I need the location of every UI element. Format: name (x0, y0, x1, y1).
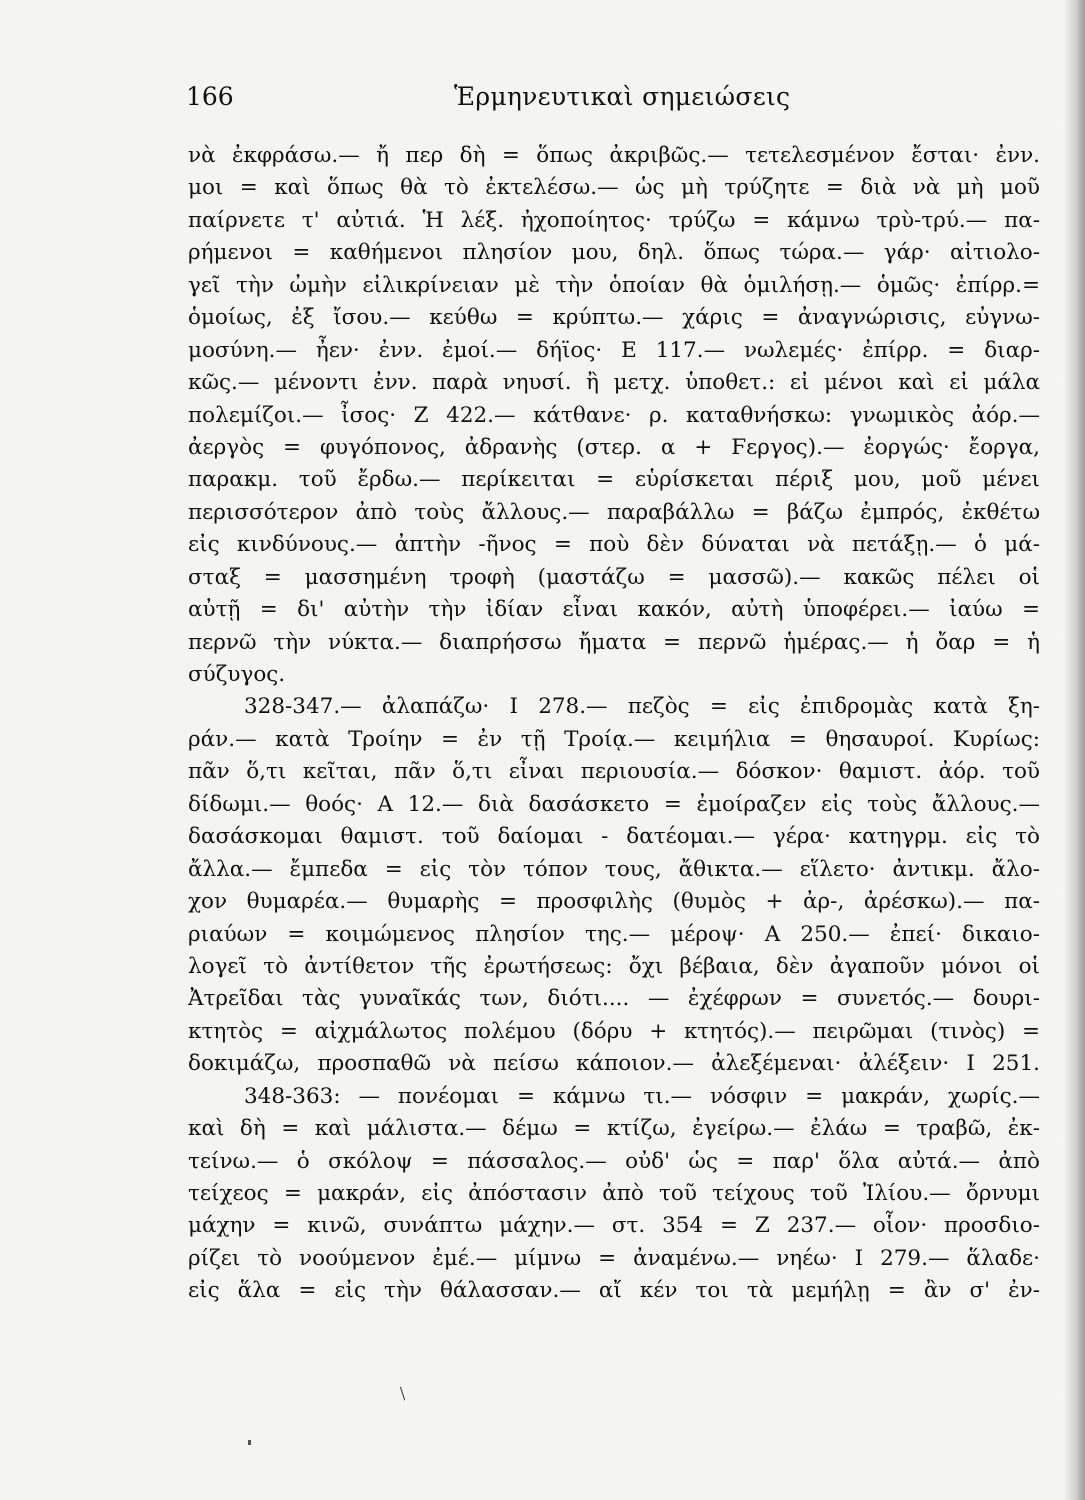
section-start-line: 348-363: — πονέομαι = κάμνω τι.— νόσφιν = μακράν, χωρίς.— (244, 1083, 1040, 1109)
text-line: περνῶ τὴν νύκτα.— διαπρήσσω ἤματα = περνῶ ἡμέρας.— ἡ ὄαρ = ἡ (188, 629, 1040, 655)
text-line: Ἀτρεῖδαι τὰς γυναῖκάς των, διότι.... — ἐχέφρων = συνετός.— δουρι- (188, 986, 1040, 1012)
text-line: ἀεργὸς = φυγόπονος, ἀδρανὴς (στερ. α + Ϝεργος).— ἐοργώς· ἔοργα, (188, 434, 1040, 460)
page-number: 166 (186, 82, 234, 111)
text-line: δίδωμι.— θοός· Α 12.— διὰ δασάσκετο = ἐμοίραζεν εἰς τοὺς ἄλλους.— (188, 791, 1040, 817)
text-line: νὰ ἐκφράσω.— ἤ περ δὴ = ὅπως ἀκριβῶς.— τετελεσμένον ἔσται· ἐνν. (188, 143, 1040, 168)
print-mark (400, 1386, 409, 1401)
text-line: λογεῖ τὸ ἀντίθετον τῆς ἐρωτήσεως: ὄχι βέβαια, δὲν ἀγαποῦν μόνοι οἱ (188, 953, 1040, 979)
text-line: παίρνετε τ' αὐτιά. Ἡ λέξ. ἠχοποίητος· τρύζω = κάμνω τρὺ-τρύ.— πα- (188, 207, 1040, 233)
text-line: χον θυμαρέα.— θυμαρὴς = προσφιλὴς (θυμὸς + ἀρ-, ἀρέσκω).— πα- (188, 889, 1040, 915)
text-line: μοσύνη.— ἦεν· ἐνν. ἐμοί.— δήϊος· Ε 117.— νωλεμές· ἐπίρρ. = διαρ- (188, 337, 1040, 363)
running-title: Ἑρμηνευτικαὶ σημειώσεις (454, 82, 791, 111)
text-line: εἰς κινδύνους.— ἀπτὴν -ῆνος = ποὺ δὲν δύναται νὰ πετάξῃ.— ὁ μά- (188, 532, 1040, 558)
text-line: κτητὸς = αἰχμάλωτος πολέμου (δόρυ + κτητός).— πειρῶμαι (τινὸς) = (188, 1018, 1040, 1044)
print-speck (248, 1440, 251, 1445)
text-line: πολεμίζοι.— ἶσος· Ζ 422.— κάτθανε· ρ. καταθνήσκω: γνωμικὸς ἀόρ.— (188, 402, 1040, 428)
text-line: ρήμενοι = καθήμενοι πλησίον μου, δηλ. ὅπως τώρα.— γάρ· αἰτιολο- (188, 240, 1040, 266)
text-line: δασάσκομαι θαμιστ. τοῦ δαίομαι - δατέομαι.— γέρα· κατηγρμ. εἰς τὸ (188, 824, 1040, 850)
text-line: τείνω.— ὁ σκόλοψ = πάσσαλος.— οὐδ' ὡς = παρ' ὅλα αὐτά.— ἀπὸ (188, 1148, 1040, 1174)
text-line: περισσότερον ἀπὸ τοὺς ἄλλους.— παραβάλλω = βάζω ἐμπρός, ἐκθέτω (188, 499, 1040, 525)
text-line: ρίζει τὸ νοούμενον ἐμέ.— μίμνω = ἀναμένω.— νηέω· Ι 279.— ἅλαδε· (188, 1245, 1040, 1271)
page-edge-shadow (1063, 0, 1085, 1500)
text-line: αὐτῇ = δι' αὐτὴν τὴν ἰδίαν εἶναι κακόν, αὐτὴ ὑποφέρει.— ἰαύω = (188, 597, 1040, 623)
text-line: ἄλλα.— ἔμπεδα = εἰς τὸν τόπον τους, ἄθικτα.— εἵλετο· ἀντικμ. ἄλο- (188, 856, 1040, 882)
text-line: καὶ δὴ = καὶ μάλιστα.— δέμω = κτίζω, ἐγείρω.— ἐλάω = τραβῶ, ἐκ- (188, 1116, 1040, 1142)
text-line: εἰς ἅλα = εἰς τὴν θάλασσαν.— αἴ κέν τοι τὰ μεμήλῃ = ἂν σ' ἐν- (188, 1278, 1040, 1304)
text-line: ράν.— κατὰ Τροίην = ἐν τῇ Τροίᾳ.— κειμήλια = θησαυροί. Κυρίως: (188, 726, 1040, 752)
text-line: γεῖ τὴν ὠμὴν εἰλικρίνειαν μὲ τὴν ὁποίαν θὰ ὁμιλήσῃ.— ὁμῶς· ἐπίρρ.= (188, 272, 1040, 298)
text-line: ριαύων = κοιμώμενος πλησίον της.— μέροψ· Α 250.— ἐπεί· δικαιο- (188, 921, 1040, 947)
text-line: παρακμ. τοῦ ἔρδω.— περίκειται = εὑρίσκεται πέριξ μου, μοῦ μένει (188, 467, 1040, 493)
text-line: ὁμοίως, ἐξ ἴσου.— κεύθω = κρύπτω.— χάρις = ἀναγνώρισις, εὐγνω- (188, 305, 1040, 331)
text-line: μοι = καὶ ὅπως θὰ τὸ ἐκτελέσω.— ὡς μὴ τρύζητε = διὰ νὰ μὴ μοῦ (188, 175, 1040, 201)
text-line: σταξ = μασσημένη τροφὴ (μαστάζω = μασσῶ).— κακῶς πέλει οἱ (188, 564, 1040, 590)
page-header (186, 82, 1036, 122)
section-start-line: 328-347.— ἀλαπάζω· Ι 278.— πεζὸς = εἰς ἐπιδρομὰς κατὰ ξη- (244, 694, 1040, 720)
text-line: τείχεος = μακράν, εἰς ἀπόστασιν ἀπὸ τοῦ τείχους τοῦ Ἰλίου.— ὄρνυμι (188, 1181, 1040, 1206)
text-line: πᾶν ὅ,τι κεῖται, πᾶν ὅ,τι εἶναι περιουσία.— δόσκον· θαμιστ. ἀόρ. τοῦ (188, 759, 1040, 785)
text-line: μάχην = κινῶ, συνάπτω μάχην.— στ. 354 = Ζ 237.— οἷον· προσδιο- (188, 1213, 1040, 1239)
text-line: δοκιμάζω, προσπαθῶ νὰ πείσω κάποιον.— ἀλεξέμεναι· ἀλέξειν· Ι 251. (188, 1051, 1040, 1077)
commentary-body (188, 140, 1040, 1308)
text-line: κῶς.— μένοντι ἐνν. παρὰ νηυσί. ἢ μετχ. ὑποθετ.: εἰ μένοι καὶ εἰ μάλα (188, 370, 1040, 396)
text-line: σύζυγος. (188, 662, 286, 687)
